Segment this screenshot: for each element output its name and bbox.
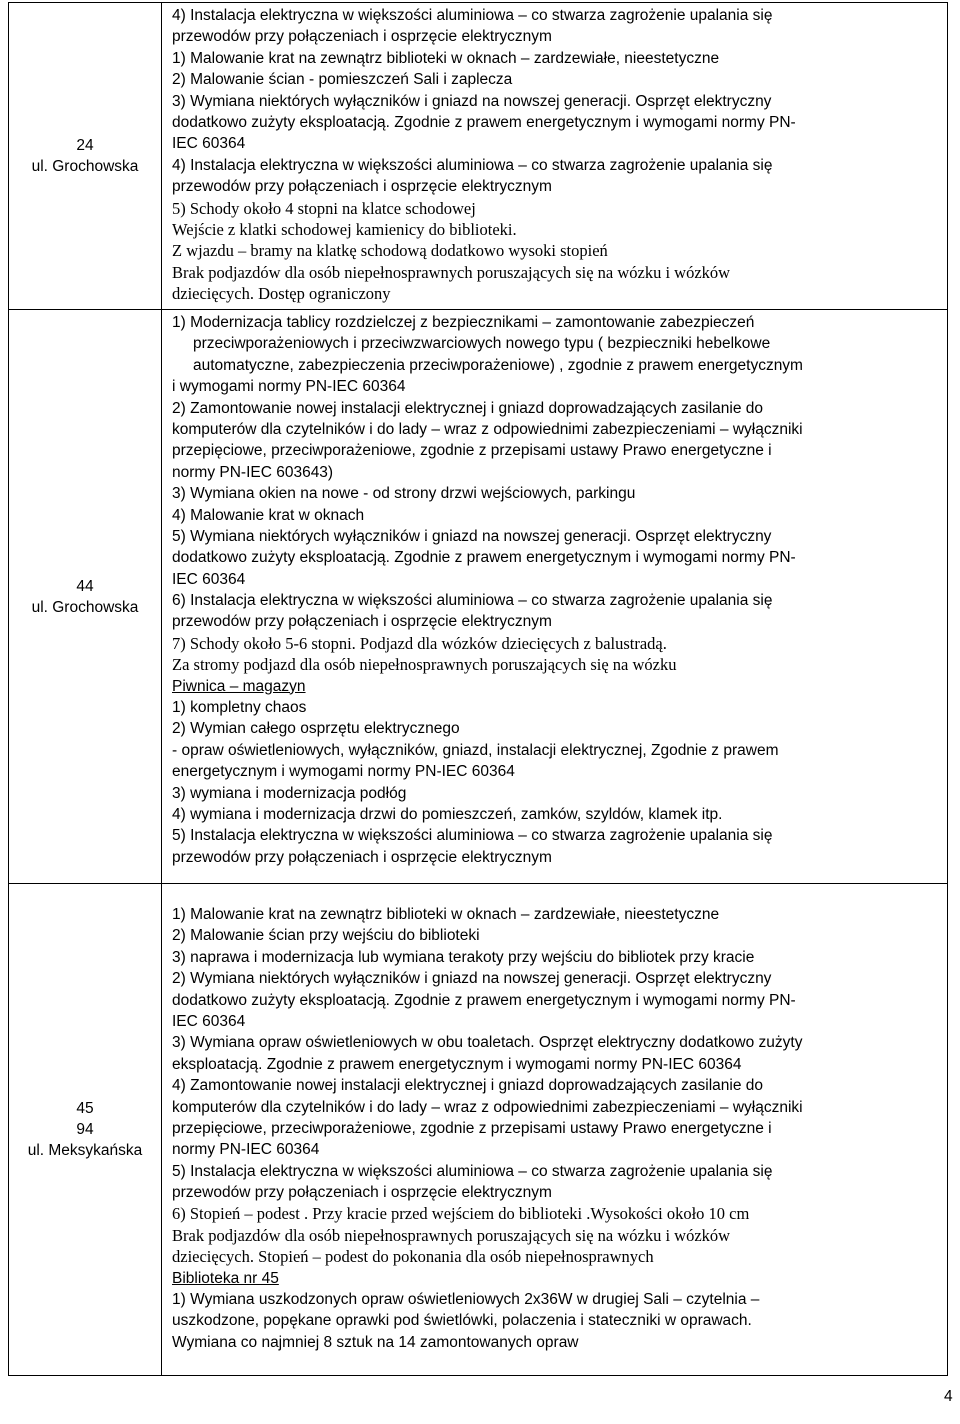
text-line: przepięciowe, przeciwporażeniowe, zgodnie z przepisami ustawy Prawo energetyczne i: [172, 1119, 772, 1137]
page-number: 4: [944, 1388, 953, 1405]
location-street: ul. Grochowska: [31, 598, 139, 616]
works-cell: [162, 3, 948, 310]
text-line: 1) Modernizacja tablicy rozdzielczej z bezpiecznikami – zamontowanie zabezpieczeń: [172, 314, 755, 331]
text-line: Za stromy podjazd dla osób niepełnosprawnych poruszających się na wózku: [172, 655, 677, 675]
text-line: dodatkowo zużyty eksploatacją. Zgodnie z prawem energetycznym i wymogami normy PN-: [172, 549, 796, 567]
spacer: [172, 884, 937, 904]
text-line: przewodów przy połączeniach i osprzęcie elektrycznym: [172, 848, 552, 866]
text-line: przeciwporażeniowych i przeciwzwarciowych nowego typu ( bezpieczniki hebelkowe: [193, 335, 771, 353]
text-line: przepięciowe, przeciwporażeniowe, zgodnie z przepisami ustawy Prawo energetyczne i: [172, 442, 772, 460]
text-line: 4) Instalacja elektryczna w większości aluminiowa – co stwarza zagrożenie upalania się: [172, 7, 773, 24]
text-line: przewodów przy połączeniach i osprzęcie elektrycznym: [172, 28, 552, 46]
section-heading: Biblioteka nr 45: [172, 1269, 279, 1287]
text-line: 1) Wymiana uszkodzonych opraw oświetleniowych 2x36W w drugiej Sali – czytelnia –: [172, 1291, 760, 1309]
text-line: dziecięcych. Stopień – podest do pokonania dla osób niepełnosprawnych: [172, 1247, 654, 1267]
location-number: 94: [76, 1121, 94, 1138]
table-row: [9, 3, 948, 310]
location-label: [9, 576, 161, 618]
text-line: normy PN-IEC 60364: [172, 1141, 320, 1159]
text-line: dziecięcych. Dostęp ograniczony: [172, 284, 391, 304]
location-number: 45: [76, 1100, 94, 1117]
text-line: 4) Zamontowanie nowej instalacji elektrycznej i gniazd doprowadzających zasilanie do: [172, 1077, 764, 1095]
location-label: [9, 135, 161, 177]
text-line: uszkodzone, popękane oprawki pod świetlówki, polaczenia i stateczniki w oprawach.: [172, 1312, 752, 1330]
text-line: dodatkowo zużyty eksploatacją. Zgodnie z prawem energetycznym i wymogami normy PN-: [172, 991, 796, 1009]
text-line: 2) Malowanie ścian przy wejściu do biblioteki: [172, 927, 480, 945]
text-line: 1) kompletny chaos: [172, 699, 307, 717]
document-table: [8, 2, 948, 1376]
location-number: 24: [76, 137, 94, 154]
text-line: 5) Schody około 4 stopni na klatce schodowej: [172, 198, 476, 218]
location-cell: [9, 310, 162, 884]
location-number: 44: [76, 577, 94, 595]
text-line: 5) Instalacja elektryczna w większości aluminiowa – co stwarza zagrożenie upalania się: [172, 1162, 773, 1180]
text-line: przewodów przy połączeniach i osprzęcie elektrycznym: [172, 1184, 552, 1202]
table-row: [9, 310, 948, 884]
table-row: [9, 884, 948, 1376]
text-line: przewodów przy połączeniach i osprzęcie elektrycznym: [172, 178, 552, 196]
text-line: 4) wymiana i modernizacja drzwi do pomieszczeń, zamków, szyldów, klamek itp.: [172, 805, 723, 823]
text-line: 3) Wymiana opraw oświetleniowych w obu toaletach. Osprzęt elektryczny dodatkowo zużyty: [172, 1034, 803, 1052]
text-line: automatyczne, zabezpieczenia przeciwporażeniowe) , zgodnie z prawem energetycznym: [193, 356, 803, 374]
text-line: 3) Wymiana niektórych wyłączników i gniazd na nowszej generacji. Osprzęt elektryczny: [172, 92, 772, 110]
text-line: 1) Malowanie krat na zewnątrz biblioteki w oknach – zardzewiałe, nieestetyczne: [172, 49, 720, 67]
text-line: IEC 60364: [172, 1012, 246, 1030]
text-line: komputerów dla czytelników i do lady – wraz z odpowiednimi zabezpieczeniami – wyłączniki: [172, 420, 803, 438]
section-heading: Piwnica – magazyn: [172, 677, 306, 695]
text-line: 2) Wymiana niektórych wyłączników i gniazd na nowszej generacji. Osprzęt elektryczny: [172, 970, 772, 988]
text-line: - opraw oświetleniowych, wyłączników, gniazd, instalacji elektrycznej, Zgodnie z prawem: [172, 741, 779, 759]
text-line: 3) wymiana i modernizacja podłóg: [172, 784, 407, 802]
text-line: IEC 60364: [172, 135, 246, 153]
works-cell: [162, 310, 948, 884]
location-street: ul. Grochowska: [31, 158, 139, 175]
text-line: eksploatacją. Zgodnie z prawem energetycznym i wymogami normy PN-IEC 60364: [172, 1055, 742, 1073]
text-line: 6) Instalacja elektryczna w większości aluminiowa – co stwarza zagrożenie upalania się: [172, 592, 773, 610]
text-line: Z wjazdu – bramy na klatkę schodową dodatkowo wysoki stopień: [172, 241, 608, 261]
text-line: 3) naprawa i modernizacja lub wymiana terakoty przy wejściu do bibliotek przy kracie: [172, 948, 755, 966]
text-line: 6) Stopień – podest . Przy kracie przed wejściem do biblioteki .Wysokości około 10 cm: [172, 1204, 750, 1224]
text-line: 2) Malowanie ścian - pomieszczeń Sali i zaplecza: [172, 71, 513, 89]
text-line: 4) Malowanie krat w oknach: [172, 506, 365, 524]
text-line: 1) Malowanie krat na zewnątrz biblioteki w oknach – zardzewiałe, nieestetyczne: [172, 906, 720, 923]
text-line: normy PN-IEC 603643): [172, 463, 334, 481]
text-line: Wejście z klatki schodowej kamienicy do biblioteki.: [172, 219, 517, 239]
text-line: IEC 60364: [172, 570, 246, 588]
text-line: 2) Zamontowanie nowej instalacji elektrycznej i gniazd doprowadzających zasilanie do: [172, 399, 764, 417]
text-line: dodatkowo zużyty eksploatacją. Zgodnie z prawem energetycznym i wymogami normy PN-: [172, 113, 796, 131]
text-line: 4) Instalacja elektryczna w większości aluminiowa – co stwarza zagrożenie upalania się: [172, 156, 773, 174]
location-street: ul. Meksykańska: [27, 1142, 143, 1159]
text-line: 3) Wymiana okien na nowe - od strony drzwi wejściowych, parkingu: [172, 485, 636, 503]
location-cell: [9, 3, 162, 310]
text-line: komputerów dla czytelników i do lady – wraz z odpowiednimi zabezpieczeniami – wyłączniki: [172, 1098, 803, 1116]
text-line: Brak podjazdów dla osób niepełnosprawnych poruszających się na wózku i wózków: [172, 262, 731, 282]
location-label: [9, 1098, 161, 1161]
text-line: przewodów przy połączeniach i osprzęcie elektrycznym: [172, 613, 552, 631]
text-line: Brak podjazdów dla osób niepełnosprawnych poruszających się na wózku i wózków: [172, 1225, 731, 1245]
text-line: 7) Schody około 5-6 stopni. Podjazd dla wózków dziecięcych z balustradą.: [172, 633, 667, 653]
location-cell: [9, 884, 162, 1376]
works-cell: [162, 884, 948, 1376]
text-line: 2) Wymian całego osprzętu elektrycznego: [172, 720, 460, 738]
text-line: Wymiana co najmniej 8 sztuk na 14 zamontowanych opraw: [172, 1333, 579, 1351]
text-line: 5) Wymiana niektórych wyłączników i gniazd na nowszej generacji. Osprzęt elektryczny: [172, 527, 772, 545]
text-line: i wymogami normy PN-IEC 60364: [172, 378, 406, 396]
text-line: energetycznym i wymogami normy PN-IEC 60364: [172, 763, 515, 781]
text-line: 5) Instalacja elektryczna w większości aluminiowa – co stwarza zagrożenie upalania się: [172, 827, 773, 845]
